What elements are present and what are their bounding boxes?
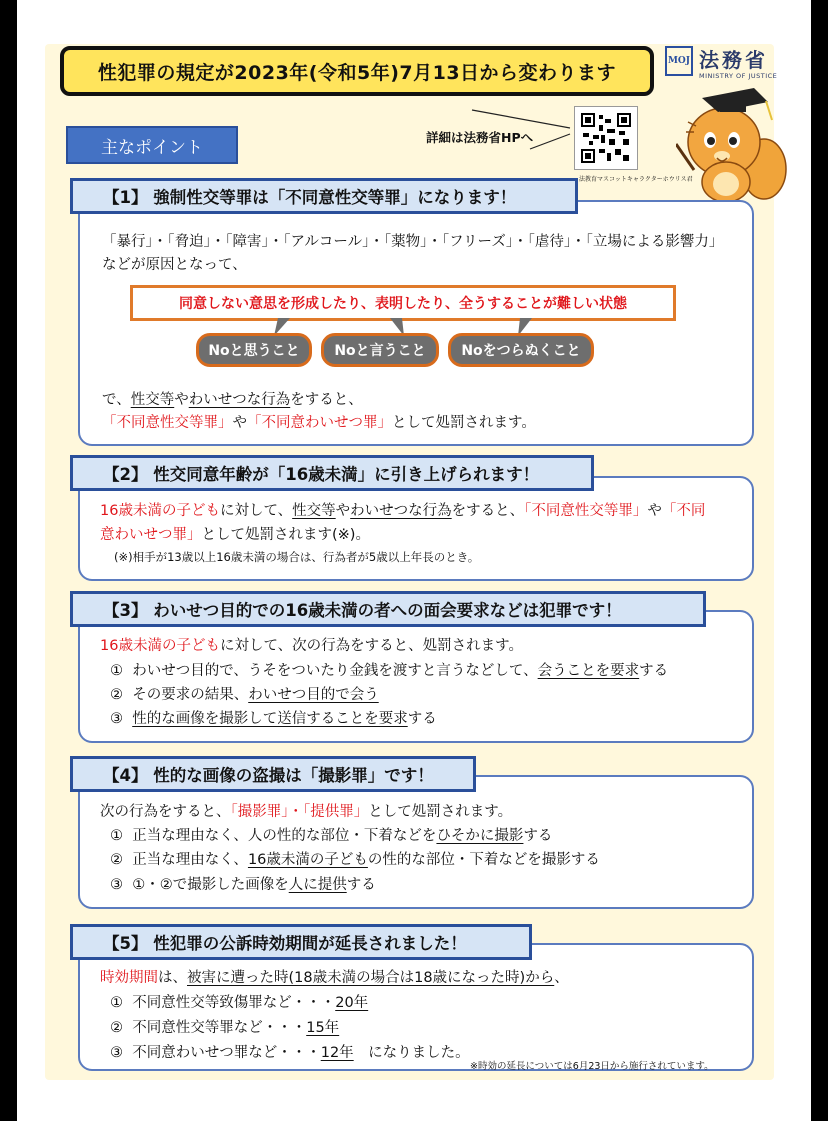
text: をすると、 [451,503,525,519]
section-4-item-2 [110,848,600,869]
text: わいせつな行為 [188,392,291,408]
text: 性交等 [130,392,175,408]
text: の性的な部位・下着などを撮影する [367,852,600,868]
item-number: ① [110,663,123,679]
text: 20年 [335,995,369,1011]
item-number: ② [110,852,123,868]
qr-code-icon[interactable] [574,106,638,170]
section-3-heading: 【3】 わいせつ目的での16歳未満の者への面会要求などは犯罪です！ [70,591,706,627]
item-number: ② [110,1020,123,1036]
text: 会うことを要求 [537,663,640,679]
qr-caption: 法教育マスコットキャラクターホウリス君 [579,176,693,183]
item-number: ② [110,687,123,703]
text: 次の行為をすると、 [100,804,231,820]
item-number: ③ [110,877,123,893]
text: する [346,877,376,893]
text: 16歳未満の子ども [247,852,368,868]
text: や [174,392,189,408]
text: になりました。 [353,1045,470,1061]
section-5-intro [100,966,569,987]
section-5-heading: 【5】 性犯罪の公訴時効期間が延長されました！ [70,924,532,960]
crime-name: 「不同意性交等罪」 [102,415,233,431]
section-5-item-2 [110,1016,339,1037]
text: や [335,503,351,519]
details-link-text[interactable]: 詳細は法務省HPへ [426,130,534,145]
text: に対して、次の行為をすると、処罰されます。 [219,638,524,654]
bubble-think-no: Noと思うこと [196,333,312,367]
mascot-squirrel-icon [676,74,788,204]
section-4-item-3 [110,873,376,894]
text: 不同意性交等罪など・・・ [132,1020,307,1036]
main-points-label: 主なポイント [66,126,238,164]
section-3-item-2 [110,683,379,704]
section-1-cause-suffix: などが原因となって、 [102,257,247,273]
text: をすると、 [290,392,363,408]
bubble-persist-no: Noをつらぬくこと [448,333,594,367]
section-5-note: ※時効の延長については6月23日から施行されています。 [470,1061,714,1072]
section-3-item-1 [110,659,668,680]
section-3-intro [100,634,523,655]
text: する [639,663,669,679]
bubble-say-no: Noと言うこと [321,333,439,367]
text: や [647,503,662,519]
text: や [232,415,247,431]
section-1-act-line [102,388,363,409]
text: 人に提供 [288,877,347,893]
text: 「不同 [661,503,706,519]
text: 性交等 [292,503,336,519]
text: わいせつ目的で会う [248,687,379,703]
item-number: ③ [110,1045,123,1061]
ministry-name: 法務省 [699,48,768,72]
section-2-line-2 [100,523,370,544]
text: 、 [554,970,569,986]
text: 不同意性交等致傷罪など・・・ [132,995,336,1011]
text: ①・②で撮影した画像を [132,877,289,893]
text: 正当な理由なく、人の性的な部位・下着などを [132,828,437,844]
section-2-note: (※)相手が13歳以上16歳未満の場合は、行為者が5歳以上年長のとき。 [114,550,480,564]
item-number: ③ [110,711,123,727]
text: その要求の結果、 [132,687,249,703]
text: 不同意わいせつ罪など・・・ [132,1045,321,1061]
section-1-causes: 「暴行」・「脅迫」・「障害」・「アルコール」・「薬物」・「フリーズ」・「虐待」・「立場による影響力」 [102,234,724,250]
text: 意わいせつ罪」 [100,527,202,543]
section-5-item-1 [110,991,368,1012]
text: に対して、 [219,503,293,519]
item-number: ① [110,995,123,1011]
item-number: ① [110,828,123,844]
text: 15年 [306,1020,340,1036]
text: わいせつな行為 [350,503,452,519]
section-4-heading: 【4】 性的な画像の盗撮は「撮影罪」です！ [70,756,476,792]
text: 12年 [320,1045,354,1061]
section-4-item-1 [110,824,552,845]
text: として処罰されます(※)。 [201,527,370,543]
flyer-title: 性犯罪の規定が2023年(令和5年)7月13日から変わります [60,46,654,96]
text: は、 [158,970,187,986]
text: する [407,711,437,727]
text: 「不同意性交等罪」 [524,503,648,519]
text: ひそかに撮影 [436,828,524,844]
ministry-english-name: MINISTRY OF JUSTICE [699,72,778,80]
text: として処罰されます。 [368,804,513,820]
crime-name: 「不同意わいせつ罪」 [247,415,392,431]
text: わいせつ目的で、うそをついたり金銭を渡すと言うなどして、 [132,663,538,679]
text: 16歳未満の子ども [100,638,220,654]
section-1-crime-line [102,411,536,432]
moj-logo-mark: MOJ [665,46,693,76]
section-5-item-3 [110,1041,470,1062]
section-1-condition-box: 同意しない意思を形成したり、表明したり、全うすることが難しい状態 [130,285,676,321]
text: 被害に遭った時(18歳未満の場合は18歳になった時)から [187,970,555,986]
text: 16歳未満の子ども [100,503,220,519]
text: する [523,828,553,844]
text: 性的な画像を撮影して送信することを要求 [132,711,408,727]
text: として処罰されます。 [392,415,536,431]
section-2-heading: 【2】 性交同意年齢が「16歳未満」に引き上げられます！ [70,455,594,491]
section-3-item-3 [110,707,437,728]
section-1-heading: 【1】 強制性交等罪は「不同意性交等罪」になります！ [70,178,578,214]
section-2-line-1 [100,499,705,520]
text: 時効期間 [100,970,158,986]
section-4-intro [100,800,512,821]
text: 正当な理由なく、 [132,852,248,868]
text: 「撮影罪」・「提供罪」 [230,804,369,820]
text: で、 [102,392,131,408]
